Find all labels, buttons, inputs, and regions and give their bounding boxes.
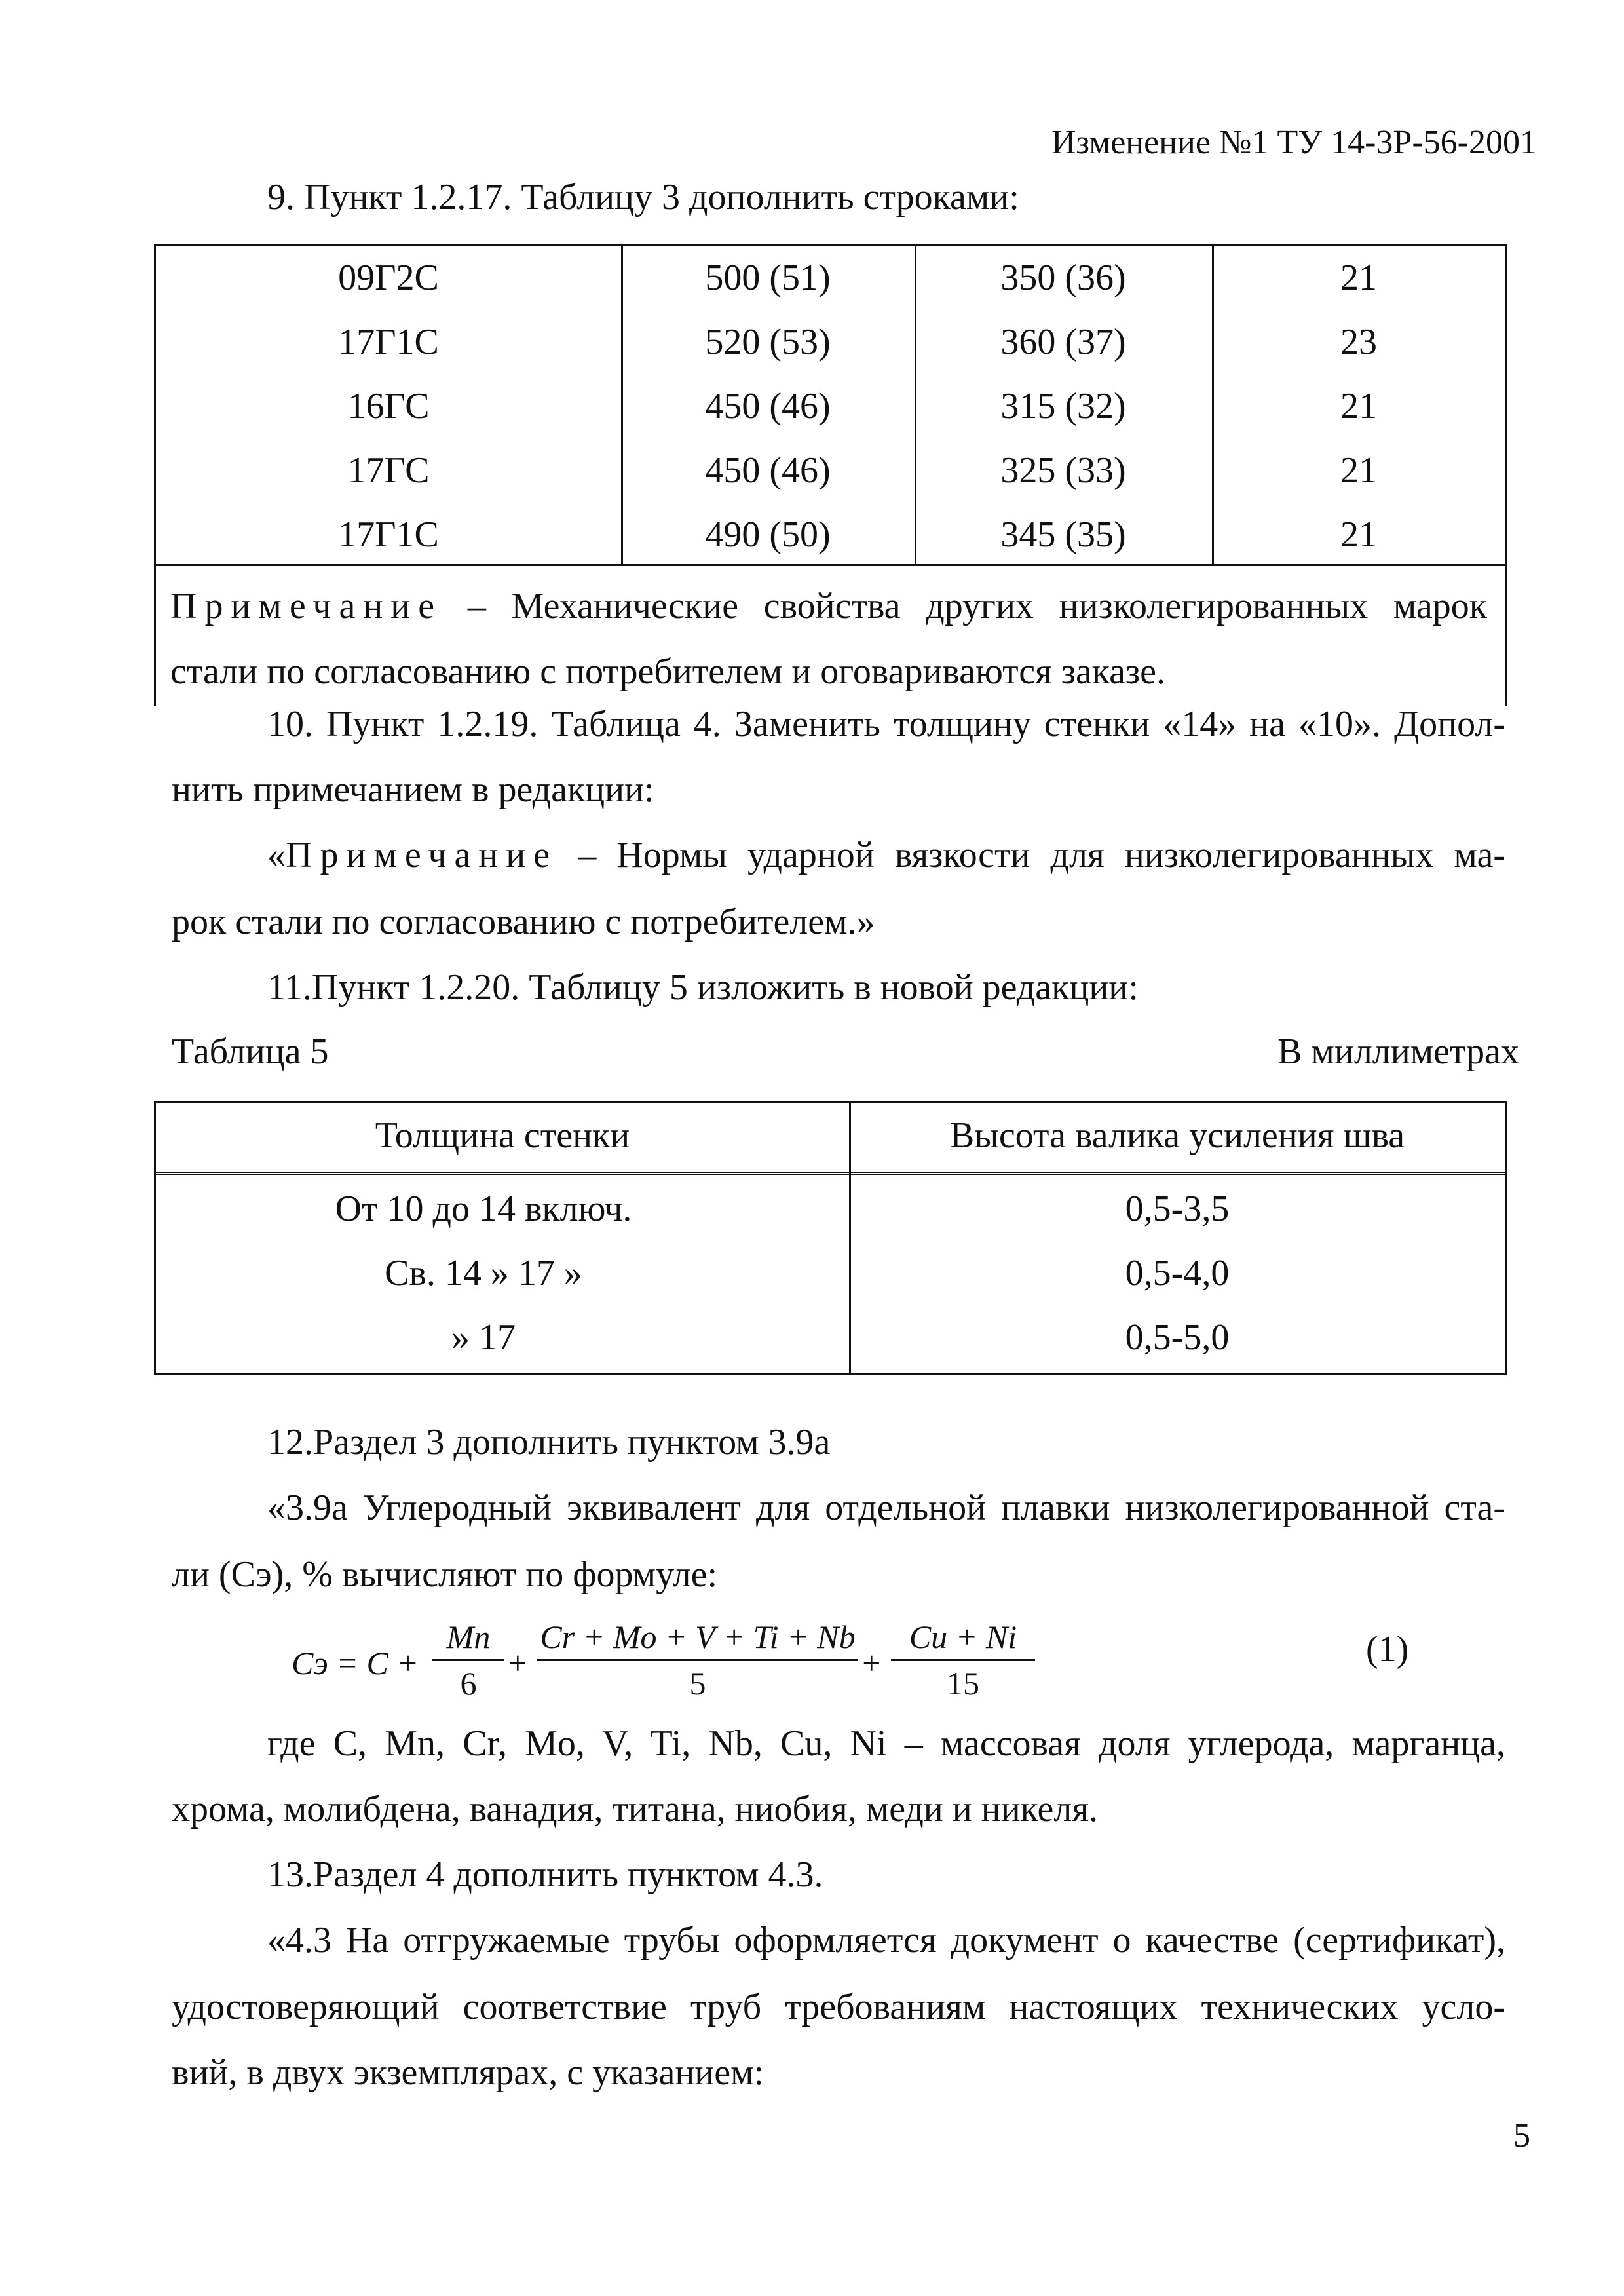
table-cell: 450 (46): [705, 386, 831, 427]
table-cell: 21: [1340, 258, 1377, 298]
table-3-note-divider: [156, 564, 1505, 566]
table-cell: 500 (51): [705, 258, 831, 298]
equation-number: (1): [1366, 1629, 1409, 1670]
item-13-line-3: вий, в двух экземплярах, с указанием:: [172, 2052, 765, 2093]
table-cell: 490 (50): [705, 514, 831, 555]
table-cell: 21: [1340, 450, 1377, 491]
table-5-caption: Таблица 5: [172, 1031, 329, 1072]
note-text: – Механические свойства других низколегированных марок: [442, 586, 1487, 626]
formula-numerator: Mn: [446, 1618, 491, 1655]
table-header-cell: Высота валика усиления шва: [949, 1115, 1405, 1156]
formula-denominator: 6: [460, 1665, 477, 1702]
table-cell: 345 (35): [1000, 514, 1126, 555]
table-row: [156, 503, 1505, 567]
table-5-units: В миллиметрах: [1277, 1031, 1519, 1072]
table-row: [156, 374, 1505, 438]
table-cell: 09Г2С: [338, 258, 439, 298]
formula-fraction-cr: [537, 1617, 858, 1703]
item-11-heading: 11.Пункт 1.2.20. Таблицу 5 изложить в новой редакции:: [267, 967, 1139, 1008]
table-cell: 315 (32): [1000, 386, 1126, 427]
table-cell: 16ГС: [347, 386, 430, 427]
item-10-quote-line-2: рок стали по согласованию с потребителем.»: [172, 902, 875, 942]
formula-plus: +: [506, 1645, 529, 1681]
quote-label: Примечание: [286, 835, 558, 875]
table-cell: От 10 до 14 включ.: [335, 1189, 632, 1229]
table-3-note-line-1: [170, 573, 1487, 639]
table-5: [154, 1101, 1507, 1375]
table-3-note-line-2: стали по согласованию с потребителем и оговариваются заказе.: [170, 651, 1165, 692]
item-12-where-line-2: хрома, молибдена, ванадия, титана, ниобия, меди и никеля.: [172, 1789, 1099, 1829]
table-cell: 450 (46): [705, 450, 831, 491]
page-number: 5: [1513, 2117, 1530, 2154]
formula-fraction-mn: [432, 1617, 504, 1703]
table-header-cell: Толщина стенки: [375, 1115, 630, 1156]
item-10-quote-line-1: [267, 833, 1505, 877]
formula-numerator: Cu + Ni: [909, 1618, 1017, 1655]
table-cell: 360 (37): [1000, 322, 1126, 362]
table-cell: 0,5-5,0: [1125, 1317, 1230, 1358]
table-cell: 21: [1340, 514, 1377, 555]
formula-fraction-cu: [891, 1617, 1035, 1703]
table-3-body: [156, 246, 1505, 564]
table-3-additions: [154, 244, 1507, 706]
table-cell: 0,5-4,0: [1125, 1253, 1230, 1293]
formula-fraction-bar: [537, 1659, 858, 1661]
formula-plus: +: [860, 1645, 882, 1681]
item-10-line-1: 10. Пункт 1.2.19. Таблица 4. Заменить толщину стенки «14» на «10». Допол-: [267, 704, 1505, 744]
table-cell: 17Г1С: [338, 322, 439, 362]
table-cell: » 17: [451, 1317, 516, 1358]
item-12-line-2: ли (Сэ), % вычисляют по формуле:: [172, 1554, 717, 1595]
item-9-heading: 9. Пункт 1.2.17. Таблицу 3 дополнить строками:: [267, 177, 1019, 218]
table-cell: 17ГС: [347, 450, 430, 491]
table-row: [156, 310, 1505, 374]
item-10-line-2: нить примечанием в редакции:: [172, 769, 654, 810]
formula-fraction-bar: [891, 1659, 1035, 1661]
formula-denominator: 15: [947, 1665, 979, 1702]
item-12-where-line-1: где C, Mn, Cr, Mo, V, Ti, Nb, Cu, Ni – массовая доля углерода, марганца,: [267, 1723, 1505, 1764]
document-header: Изменение №1 ТУ 14-3Р-56-2001: [1051, 124, 1537, 161]
item-13-line-1: «4.3 На отгружаемые трубы оформляется документ о качестве (сертификат),: [267, 1920, 1505, 1961]
table-cell: Св. 14 » 17 »: [385, 1253, 582, 1293]
formula-lhs: Сэ = С +: [292, 1645, 419, 1681]
quote-text: – Нормы ударной вязкости для низколегированных ма-: [557, 835, 1505, 875]
table-cell: 325 (33): [1000, 450, 1126, 491]
formula-denominator: 5: [689, 1665, 706, 1702]
table-row: [156, 438, 1505, 503]
quote-open: «: [267, 835, 286, 875]
item-12-line-1: «3.9а Углеродный эквивалент для отдельной плавки низколегированной ста-: [267, 1487, 1505, 1528]
table-cell: 17Г1С: [338, 514, 439, 555]
formula-fraction-bar: [432, 1659, 504, 1661]
table-cell: 23: [1340, 322, 1377, 362]
note-label: Примечание: [170, 586, 443, 626]
item-13-heading: 13.Раздел 4 дополнить пунктом 4.3.: [267, 1854, 823, 1895]
table-3-note: [170, 573, 1487, 704]
table-cell: 350 (36): [1000, 258, 1126, 298]
formula-numerator: Cr + Mo + V + Ti + Nb: [540, 1618, 856, 1655]
carbon-equivalent-formula: [292, 1617, 1143, 1715]
table-row: [156, 246, 1505, 310]
item-13-line-2: удостоверяющий соответствие труб требованиям настоящих технических усло-: [172, 1987, 1505, 2027]
table-cell: 21: [1340, 386, 1377, 427]
table-cell: 520 (53): [705, 322, 831, 362]
item-12-heading: 12.Раздел 3 дополнить пунктом 3.9а: [267, 1422, 831, 1463]
table-cell: 0,5-3,5: [1125, 1189, 1230, 1229]
